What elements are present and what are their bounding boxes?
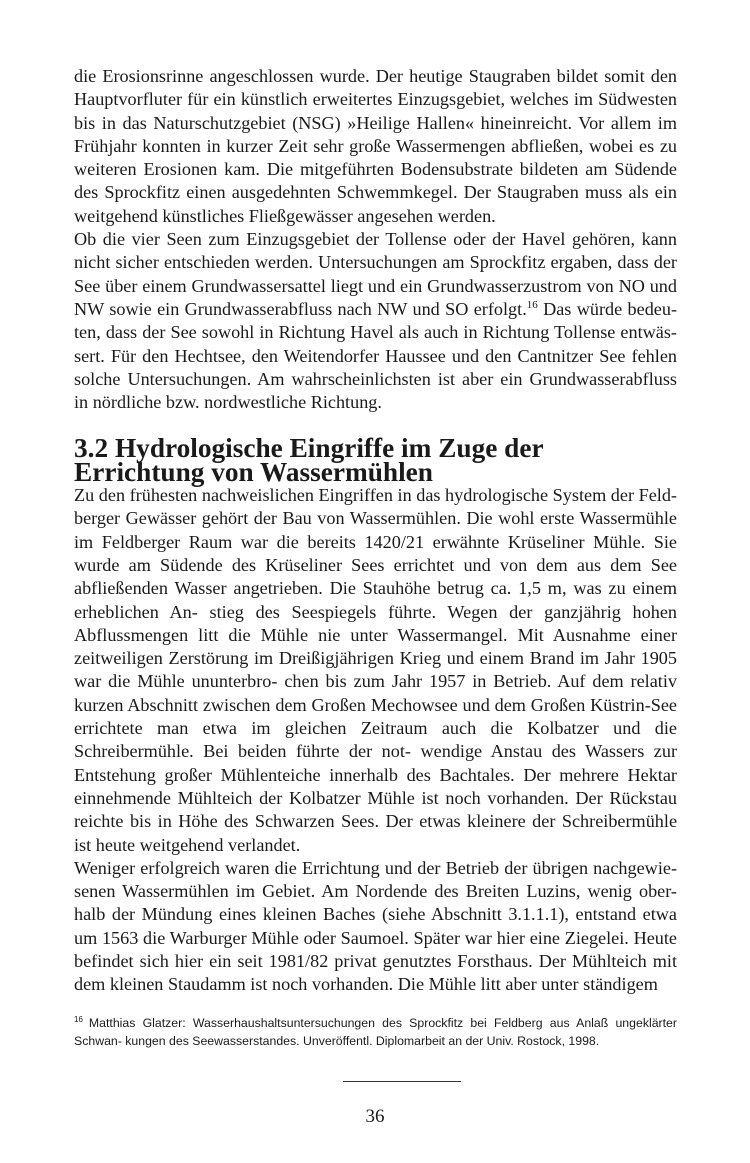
text-line: kleinere der Schreibermühle ist heute weitgehend verlandet.	[74, 811, 678, 855]
text-line: ten, dass der See sowohl in Richtung Havel als auch in Richtung Tollense entwäs-	[74, 322, 677, 343]
text-line: dem kleinen Staudamm ist noch vorhanden. Die Mühle litt aber unter ständigem	[74, 974, 658, 995]
text-line: im Feldberger Raum war die bereits 1420/21 erwähnte Krüseliner Mühle. Sie wurde	[74, 531, 677, 575]
text-line: Das würde bedeu-	[537, 298, 678, 319]
text-line: die Erosionsrinne angeschlossen wurde. Der heutige Staugraben bildet somit den	[74, 66, 677, 86]
paragraph-staugraben	[74, 65, 677, 228]
text-line: berger Gewässer gehört der Bau von Wassermühlen. Die wohl erste Wassermühle	[74, 508, 677, 529]
footnote-number: 16	[74, 1014, 83, 1024]
text-line: Hauptvorfluter für ein künstlich erweitertes Einzugsgebiet, welches im Südwesten	[74, 89, 677, 110]
footnote-16	[74, 1014, 677, 1050]
paragraph-einzugsgebiet	[74, 228, 677, 414]
paragraph-wassermuehlen	[74, 484, 677, 857]
text-line: Frühjahr konnten in kurzer Zeit sehr große Wassermengen abfließen, wobei es zu	[74, 135, 677, 156]
text-line: chen bis zum Jahr 1957 in Betrieb. Auf dem relativ kurzen Abschnitt zwischen dem	[74, 671, 678, 715]
text-line: stieg des Seespiegels führte. Wegen der ganzjährig hohen Abflussmengen litt die	[74, 601, 677, 645]
text-line: bis in das Naturschutzgebiet (NSG) »Heilige Hallen« hineinreicht. Vor allem im	[74, 112, 677, 133]
text-line: Bachtales. Der mehrere Hektar einnehmende Mühlteich der Kolbatzer Mühle ist	[74, 764, 677, 808]
body-text-top	[74, 65, 677, 997]
text-line: befindet sich hier ein seit 1981/82 privat genutztes Forsthaus. Der Mühlteich mit	[74, 950, 677, 971]
text-line: Ob die vier Seen zum Einzugsgebiet der Tollense oder der Havel gehören, kann	[74, 229, 677, 250]
text-line: Großen Mechowsee und dem Großen Küstrin-See errichtete man etwa im gleichen	[74, 694, 678, 739]
text-line: halb der Mündung eines kleinen Baches (siehe Abschnitt 3.1.1.1), entstand etwa	[74, 904, 677, 925]
text-line: in nördliche bzw. nordwestliche Richtung.	[74, 392, 382, 413]
text-line: wendige Anstau des Wassers zur Entstehung großer Mühlenteiche innerhalb des	[74, 741, 678, 785]
text-line: Dreißigjährigen Krieg und einem Brand im Jahr 1905 war die Mühle ununterbro-	[74, 648, 677, 692]
text-line: des Sprockfitz einen ausgedehnten Schwemmkegel. Der Staugraben muss als ein	[74, 182, 677, 203]
page-number: 36	[365, 1106, 385, 1127]
text-line: solche Untersuchungen. Am wahrscheinlichsten ist aber ein Grundwasserabfluss	[74, 368, 677, 389]
text-line: sert. Für den Hechtsee, den Weitendorfer Haussee und den Cantnitzer See fehlen	[74, 345, 677, 366]
text-line: noch vorhanden. Der Rückstau reichte bis in Höhe des Schwarzen Sees. Der etwas	[74, 787, 678, 832]
text-line: nicht sicher entschieden werden. Untersuchungen am Sprockfitz ergaben, dass der	[74, 252, 677, 273]
text-line: weiteren Erosionen kam. Die mitgeführten Bodensubstrate bildeten am Südende	[74, 159, 677, 180]
footnote-line: kungen des Seewasserstandes. Unveröffentl. Diplomarbeit an der Univ. Rostock, 1998.	[125, 1034, 600, 1048]
text-line: Mühle nie unter Wassermangel. Mit Ausnahme einer zeitweiligen Zerstörung im	[74, 624, 678, 669]
paragraph-warburger-muehle	[74, 857, 677, 997]
text-line: weitgehend künstliches Fließgewässer angesehen werden.	[74, 205, 496, 226]
text-line: senen Wassermühlen im Gebiet. Am Nordende des Breiten Luzins, wenig ober-	[74, 881, 677, 902]
text-line: am Südende des Krüseliner Sees errichtet und von dem aus dem See abfließenden	[74, 554, 677, 599]
text-line: um 1563 die Warburger Mühle oder Saumoel. Später war hier eine Ziegelei. Heute	[74, 927, 677, 948]
footnote-reference[interactable]: 16	[526, 298, 538, 311]
text-line: Wasser angetrieben. Die Stauhöhe betrug ca. 1,5 m, was zu einem erheblichen An-	[74, 578, 677, 622]
separator-rule	[343, 1081, 461, 1082]
section-heading: 3.2 Hydrologische Eingriffe im Zuge der Errichtung von Wassermühlen	[74, 433, 544, 487]
text-line: Zeitraum auch die Kolbatzer und die Schreibermühle. Bei beiden führte der not-	[74, 718, 678, 762]
text-line: NW sowie ein Grundwasserabfluss nach NW und SO erfolgt.	[74, 298, 527, 319]
text-line: Weniger erfolgreich waren die Errichtung und der Betrieb der übrigen nachgewie-	[74, 857, 677, 878]
text-line: Zu den frühesten nachweislichen Eingriffen in das hydrologische System der Feld-	[74, 485, 677, 506]
footnote-line: Matthias Glatzer: Wasserhaushaltsuntersuchungen des Sprockfitz bei Feldberg aus Anlaß ungeklärter Schwan-	[74, 1016, 677, 1048]
text-line: See über einem Grundwassersattel liegt und ein Grundwasserzustrom von NO und	[74, 275, 677, 296]
